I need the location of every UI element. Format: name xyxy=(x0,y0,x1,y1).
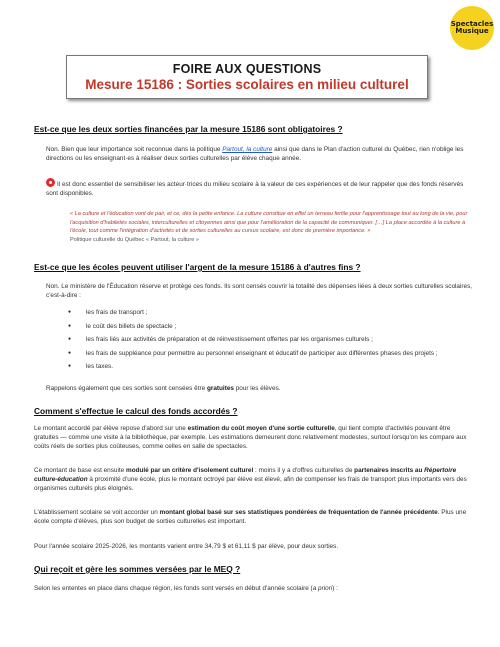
text-segment: . Plus une école compte d'élèves, plus son budget de sorties culturelles est important. xyxy=(34,509,467,526)
text-segment: Rappelons également que ces sorties sont censées être xyxy=(46,385,207,392)
faq-answer-2-intro: Non. Le ministère de l'Éducation réserve et protège ces fonds. Ils sont censés couvrir la totalité des dépenses liées à deux sorties culturelles scolaires, c'est-à-dire : xyxy=(46,283,473,300)
logo-badge xyxy=(450,6,494,50)
text-segment: Il est donc essentiel de sensibiliser les acteur·trices du milieu scolaire à la valeur de ces expériences et de leur rappeler que des fonds réservés sont disponibles. xyxy=(46,181,464,198)
text-segment: ainsi que dans le Plan d'action culturel du Québec, rien n'oblige les directions ou les enseignant·es à réaliser deux sorties culturelles par élève chaque année. xyxy=(46,146,464,163)
faq-answer-1-paragraph-2 xyxy=(46,178,474,198)
bold-text: estimation du coût moyen d'une sortie culturelle xyxy=(187,425,335,432)
logo-line1: Spectacles xyxy=(450,20,494,28)
text-segment: , qui tient compte d'activités pouvant être gratuites — comme une visite à la bibliothèque, par exemple. Les estimations demeurent donc relativement modestes, surtout lorsqu'on les compare aux coûts réels de sorties plus coûteuses, comme celles en salle de spectacles. xyxy=(34,425,467,451)
title-box xyxy=(66,55,428,99)
text-segment: : moins il y a d'offres culturelles de xyxy=(253,467,355,474)
quote-text: « La culture et l'éducation vont de pair, et ce, dès la petite enfance. La culture constitue en effet un terreau fertile pour l'apprentissage tout au long de la vie, pour l'acquisition d'habiletés sociales, interculturelles et citoyennes ainsi que pour l'amélioration de la capacité de communiquer. […] La place accordée à la culture à l'école, tout comme l'intégration d'activités et de sorties culturelles au cursus scolaire, est donc de première importance. » xyxy=(70,211,468,235)
list-item: ● les frais de suppléance pour permettre au personnel enseignant et éducatif de participer aux différentes phases des projets ; xyxy=(68,349,488,363)
list-item: ● les frais liés aux activités de préparation et de réinvestissement offertes par les organismes culturels ; xyxy=(68,335,488,349)
faq-answer-2-outro xyxy=(46,384,474,393)
list-item: ● le coût des billets de spectacle ; xyxy=(68,322,488,336)
policy-link[interactable]: Partout, la culture xyxy=(222,146,273,153)
text-segment: Non. Bien que leur importance soit reconnue dans la politique xyxy=(46,146,223,153)
list-item: ● les taxes. xyxy=(68,362,488,376)
faq-answer-3-paragraph-4: Pour l'année scolaire 2025-2026, les montants varient entre 34,79 $ et 61,11 $ par élève, pour deux sorties. xyxy=(34,543,339,550)
italic-text: a priori xyxy=(312,585,333,592)
bold-text: partenaires inscrits au xyxy=(354,467,425,474)
page-subtitle: Mesure 15186 : Sorties scolaires en milieu culturel xyxy=(85,77,409,92)
text-segment: L'établissement scolaire se voit accorder un xyxy=(34,509,160,516)
bold-text: modulé par un critère d'isolement culturel xyxy=(126,467,254,474)
bold-text: montant global basé sur ses statistiques pondérées de fréquentation de l'année précédente xyxy=(159,509,438,516)
page-title: FOIRE AUX QUESTIONS xyxy=(172,62,322,76)
quote-source: Politique culturelle du Québec « Partout, la culture » xyxy=(70,236,200,243)
text-segment: pour les élèves. xyxy=(233,385,281,392)
policy-quote xyxy=(70,210,470,244)
expense-list xyxy=(68,308,488,376)
faq-question-2: Est-ce que les écoles peuvent utiliser l'argent de la mesure 15186 à d'autres fins ? xyxy=(34,262,361,272)
text-segment: Selon les ententes en place dans chaque région, les fonds sont versés en début d'année scolaire ( xyxy=(34,585,313,592)
faq-answer-3-paragraph-2 xyxy=(34,466,474,494)
faq-answer-4-paragraph-1 xyxy=(34,584,474,593)
text-segment: Le montant accordé par élève repose d'abord sur une xyxy=(34,425,188,432)
faq-answer-3-paragraph-1 xyxy=(34,424,474,452)
bold-text: gratuites xyxy=(206,385,234,392)
logo-line2: Musique xyxy=(455,27,489,35)
faq-answer-3-paragraph-3 xyxy=(34,508,474,526)
target-icon xyxy=(46,178,55,187)
faq-answer-1-paragraph-1 xyxy=(46,145,474,163)
faq-question-3: Comment s'effectue le calcul des fonds accordés ? xyxy=(34,406,238,416)
faq-question-1: Est-ce que les deux sorties financées par la mesure 15186 sont obligatoires ? xyxy=(34,124,343,134)
text-segment: ) : xyxy=(332,585,338,592)
faq-question-4: Qui reçoit et gère les sommes versées par le MEQ ? xyxy=(34,564,241,574)
text-segment: à proximité d'une école, plus le montant octroyé par élève est élevé, afin de compenser les frais de transport plus importants vers des organismes culturels plus éloignés. xyxy=(34,476,467,493)
text-segment: Ce montant de base est ensuite xyxy=(34,467,127,474)
bold-italic-text: Répertoire culture-éducation xyxy=(34,467,457,484)
list-item: ● les frais de transport ; xyxy=(68,308,488,322)
